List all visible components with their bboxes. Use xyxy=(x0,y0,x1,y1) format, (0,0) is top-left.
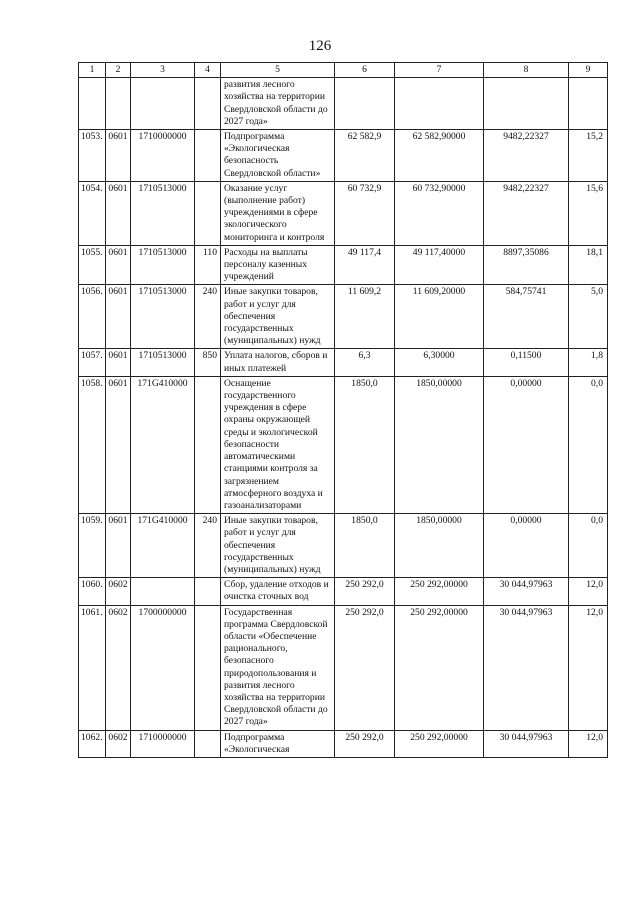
approved-amount-cell: 1850,00000 xyxy=(395,376,484,513)
approved-amount-cell: 250 292,00000 xyxy=(395,578,484,605)
section-code-cell xyxy=(106,78,131,130)
target-code-cell: 1710513000 xyxy=(131,245,195,285)
item-name-cell: развития лесного хозяйства на территории Свердловской области до 2027 года» xyxy=(221,78,335,130)
expense-type-cell: 110 xyxy=(195,245,221,285)
row-number-cell: 1059. xyxy=(79,514,106,578)
target-code-cell: 1700000000 xyxy=(131,605,195,730)
table-row xyxy=(79,245,608,285)
percent-executed-cell: 15,2 xyxy=(569,130,608,182)
section-code-cell: 0602 xyxy=(106,578,131,605)
column-header-4: 4 xyxy=(195,63,221,78)
row-number-cell: 1062. xyxy=(79,730,106,757)
plan-amount-cell: 6,3 xyxy=(335,349,395,376)
row-number-cell: 1053. xyxy=(79,130,106,182)
table-row xyxy=(79,730,608,757)
column-header-8: 8 xyxy=(484,63,569,78)
section-code-cell: 0601 xyxy=(106,181,131,245)
item-name-cell: Подпрограмма «Экологическая xyxy=(221,730,335,757)
row-number-cell xyxy=(79,78,106,130)
expense-type-cell: 850 xyxy=(195,349,221,376)
table-header xyxy=(79,63,608,78)
expense-type-cell: 240 xyxy=(195,285,221,349)
plan-amount-cell: 250 292,0 xyxy=(335,578,395,605)
column-header-9: 9 xyxy=(569,63,608,78)
column-header-6: 6 xyxy=(335,63,395,78)
row-number-cell: 1056. xyxy=(79,285,106,349)
item-name-cell: Подпрограмма «Экологическая безопасность Свердловской области» xyxy=(221,130,335,182)
approved-amount-cell: 250 292,00000 xyxy=(395,605,484,730)
row-number-cell: 1061. xyxy=(79,605,106,730)
row-number-cell: 1060. xyxy=(79,578,106,605)
expense-type-cell xyxy=(195,181,221,245)
plan-amount-cell: 49 117,4 xyxy=(335,245,395,285)
section-code-cell: 0601 xyxy=(106,285,131,349)
page-number: 126 xyxy=(308,38,332,54)
table-row xyxy=(79,376,608,513)
column-header-3: 3 xyxy=(131,63,195,78)
approved-amount-cell xyxy=(395,78,484,130)
target-code-cell: 171G410000 xyxy=(131,514,195,578)
row-number-cell: 1057. xyxy=(79,349,106,376)
approved-amount-cell: 49 117,40000 xyxy=(395,245,484,285)
table-row xyxy=(79,605,608,730)
item-name-cell: Государственная программа Свердловской области «Обеспечение рационального, безопасного природопользования и развития лесного хозяйства на территории Свердловской области до 2027 года» xyxy=(221,605,335,730)
header-row xyxy=(79,63,608,78)
approved-amount-cell: 250 292,00000 xyxy=(395,730,484,757)
percent-executed-cell: 12,0 xyxy=(569,578,608,605)
percent-executed-cell: 0,0 xyxy=(569,376,608,513)
table-row xyxy=(79,349,608,376)
approved-amount-cell: 11 609,20000 xyxy=(395,285,484,349)
section-code-cell: 0601 xyxy=(106,349,131,376)
percent-executed-cell: 12,0 xyxy=(569,605,608,730)
item-name-cell: Оснащение государственного учреждения в сфере охраны окружающей среды и экологической безопасности автоматическими станциями контроля за загрязнением атмосферного воздуха и газоанализаторами xyxy=(221,376,335,513)
item-name-cell: Оказание услуг (выполнение работ) учреждениями в сфере экологического мониторинга и контроля xyxy=(221,181,335,245)
percent-executed-cell: 18,1 xyxy=(569,245,608,285)
item-name-cell: Иные закупки товаров, работ и услуг для обеспечения государственных (муниципальных) нужд xyxy=(221,285,335,349)
expense-type-cell xyxy=(195,376,221,513)
section-code-cell: 0601 xyxy=(106,245,131,285)
executed-amount-cell: 30 044,97963 xyxy=(484,578,569,605)
item-name-cell: Сбор, удаление отходов и очистка сточных вод xyxy=(221,578,335,605)
section-code-cell: 0602 xyxy=(106,730,131,757)
executed-amount-cell: 30 044,97963 xyxy=(484,605,569,730)
budget-table xyxy=(78,62,608,758)
executed-amount-cell: 584,75741 xyxy=(484,285,569,349)
target-code-cell xyxy=(131,78,195,130)
expense-type-cell xyxy=(195,578,221,605)
row-number-cell: 1058. xyxy=(79,376,106,513)
percent-executed-cell: 0,0 xyxy=(569,514,608,578)
column-header-1: 1 xyxy=(79,63,106,78)
approved-amount-cell: 60 732,90000 xyxy=(395,181,484,245)
target-code-cell: 1710513000 xyxy=(131,181,195,245)
section-code-cell: 0602 xyxy=(106,605,131,730)
table-body xyxy=(79,78,608,758)
section-code-cell: 0601 xyxy=(106,376,131,513)
plan-amount-cell: 1850,0 xyxy=(335,376,395,513)
section-code-cell: 0601 xyxy=(106,514,131,578)
percent-executed-cell: 15,6 xyxy=(569,181,608,245)
table-row xyxy=(79,130,608,182)
expense-type-cell xyxy=(195,78,221,130)
table-row xyxy=(79,578,608,605)
percent-executed-cell: 5,0 xyxy=(569,285,608,349)
table-row xyxy=(79,181,608,245)
column-header-2: 2 xyxy=(106,63,131,78)
expense-type-cell xyxy=(195,130,221,182)
executed-amount-cell: 0,11500 xyxy=(484,349,569,376)
section-code-cell: 0601 xyxy=(106,130,131,182)
target-code-cell: 1710513000 xyxy=(131,349,195,376)
target-code-cell: 1710000000 xyxy=(131,130,195,182)
plan-amount-cell: 250 292,0 xyxy=(335,730,395,757)
executed-amount-cell: 8897,35086 xyxy=(484,245,569,285)
expense-type-cell: 240 xyxy=(195,514,221,578)
approved-amount-cell: 6,30000 xyxy=(395,349,484,376)
expense-type-cell xyxy=(195,730,221,757)
plan-amount-cell: 60 732,9 xyxy=(335,181,395,245)
item-name-cell: Расходы на выплаты персоналу казенных учреждений xyxy=(221,245,335,285)
row-number-cell: 1055. xyxy=(79,245,106,285)
executed-amount-cell: 30 044,97963 xyxy=(484,730,569,757)
executed-amount-cell: 9482,22327 xyxy=(484,130,569,182)
percent-executed-cell: 12,0 xyxy=(569,730,608,757)
table-row xyxy=(79,514,608,578)
approved-amount-cell: 62 582,90000 xyxy=(395,130,484,182)
plan-amount-cell: 62 582,9 xyxy=(335,130,395,182)
percent-executed-cell: 1,8 xyxy=(569,349,608,376)
column-header-5: 5 xyxy=(221,63,335,78)
approved-amount-cell: 1850,00000 xyxy=(395,514,484,578)
executed-amount-cell: 9482,22327 xyxy=(484,181,569,245)
expense-type-cell xyxy=(195,605,221,730)
table-row xyxy=(79,78,608,130)
plan-amount-cell: 11 609,2 xyxy=(335,285,395,349)
executed-amount-cell: 0,00000 xyxy=(484,514,569,578)
plan-amount-cell xyxy=(335,78,395,130)
target-code-cell: 1710000000 xyxy=(131,730,195,757)
table-row xyxy=(79,285,608,349)
plan-amount-cell: 1850,0 xyxy=(335,514,395,578)
target-code-cell xyxy=(131,578,195,605)
item-name-cell: Уплата налогов, сборов и иных платежей xyxy=(221,349,335,376)
item-name-cell: Иные закупки товаров, работ и услуг для обеспечения государственных (муниципальных) нужд xyxy=(221,514,335,578)
column-header-7: 7 xyxy=(395,63,484,78)
row-number-cell: 1054. xyxy=(79,181,106,245)
plan-amount-cell: 250 292,0 xyxy=(335,605,395,730)
target-code-cell: 171G410000 xyxy=(131,376,195,513)
percent-executed-cell xyxy=(569,78,608,130)
target-code-cell: 1710513000 xyxy=(131,285,195,349)
executed-amount-cell xyxy=(484,78,569,130)
executed-amount-cell: 0,00000 xyxy=(484,376,569,513)
